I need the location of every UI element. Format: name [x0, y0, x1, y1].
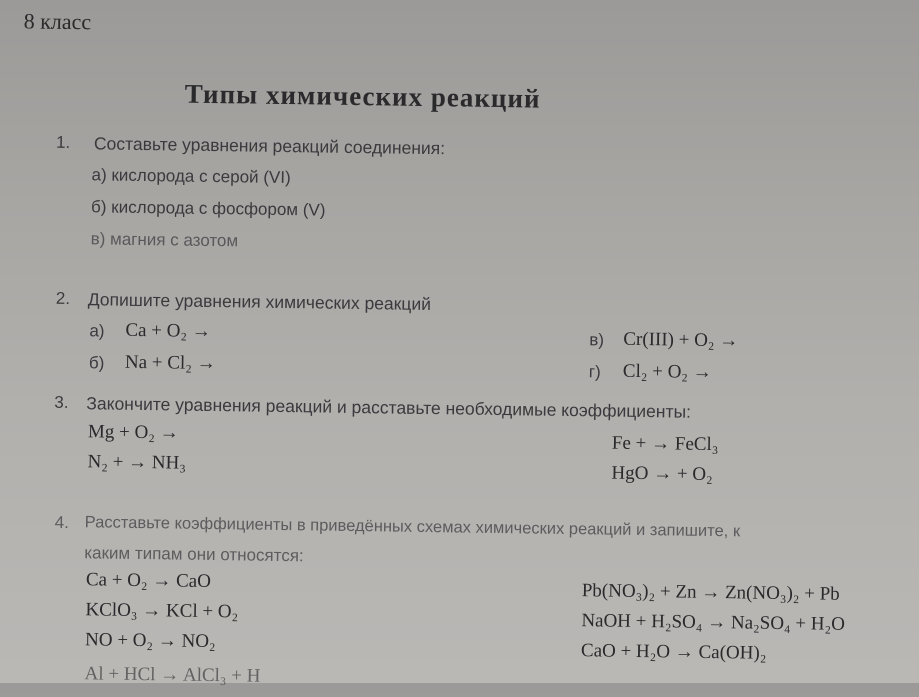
task4-eq-no: NO + O₂ → NO₂ — [84, 629, 216, 653]
task3-eq-fe: Fe + → FeCl₃ — [611, 432, 719, 456]
task2-item-g-label: г) — [588, 362, 601, 382]
task4-number: 4. — [54, 512, 70, 533]
task4-text-line2: каким типам они относятся: — [84, 543, 304, 566]
task2-number: 2. — [55, 288, 71, 309]
grade-label: 8 класс — [23, 8, 92, 35]
task4-eq-kclo3: KClO₃ → KCl + O₂ — [85, 599, 239, 623]
task4-eq-naoh: NaOH + H₂SO₄ → Na₂SO₄ + H₂O — [581, 610, 846, 635]
task2-item-b-equation: Na + Cl₂ → — [124, 351, 216, 375]
task1-number: 1. — [55, 132, 71, 152]
task2-item-v-label: в) — [589, 330, 605, 350]
task4-eq-al: Al + HCl → AlCl₃ + H — [84, 663, 261, 687]
task3-eq-mg: Mg + O₂ → — [87, 421, 179, 444]
task1-item-b: б) кислорода с фосфором (V) — [90, 197, 326, 220]
task1-item-c: в) магния с азотом — [90, 229, 239, 251]
task2-item-a-equation: Ca + O₂ → — [125, 319, 211, 342]
task1-item-a: а) кислорода с серой (VI) — [91, 165, 291, 188]
task3-eq-n2: N₂ + → NH₃ — [87, 451, 187, 474]
task2-text: Допишите уравнения химических реакций — [87, 289, 432, 315]
task1-text: Составьте уравнения реакций соединения: — [93, 133, 446, 159]
task3-text: Закончите уравнения реакций и расставьте необходимые коэффициенты: — [86, 393, 692, 422]
task3-eq-hgo: HgO → + O₂ — [611, 462, 713, 485]
task2-item-g-equation: Cl₂ + O₂ → — [622, 360, 712, 383]
task4-eq-pb: Pb(NO₃)₂ + Zn → Zn(NO₃)₂ + Pb — [581, 580, 840, 605]
task4-text-line1: Расставьте коэффициенты в приведённых схемах химических реакций и запишите, к — [84, 513, 741, 541]
task4-eq-ca: Ca + O₂ → CaO — [85, 569, 212, 593]
page-title: Типы химических реакций — [184, 78, 541, 114]
task4-eq-cao: CaO + H₂O → Ca(OH)₂ — [580, 640, 767, 664]
task3-number: 3. — [54, 392, 69, 412]
task2-item-v-equation: Cr(III) + O₂ → — [623, 328, 739, 352]
task2-item-a-label: а) — [89, 321, 105, 341]
task2-item-b-label: б) — [88, 353, 105, 373]
